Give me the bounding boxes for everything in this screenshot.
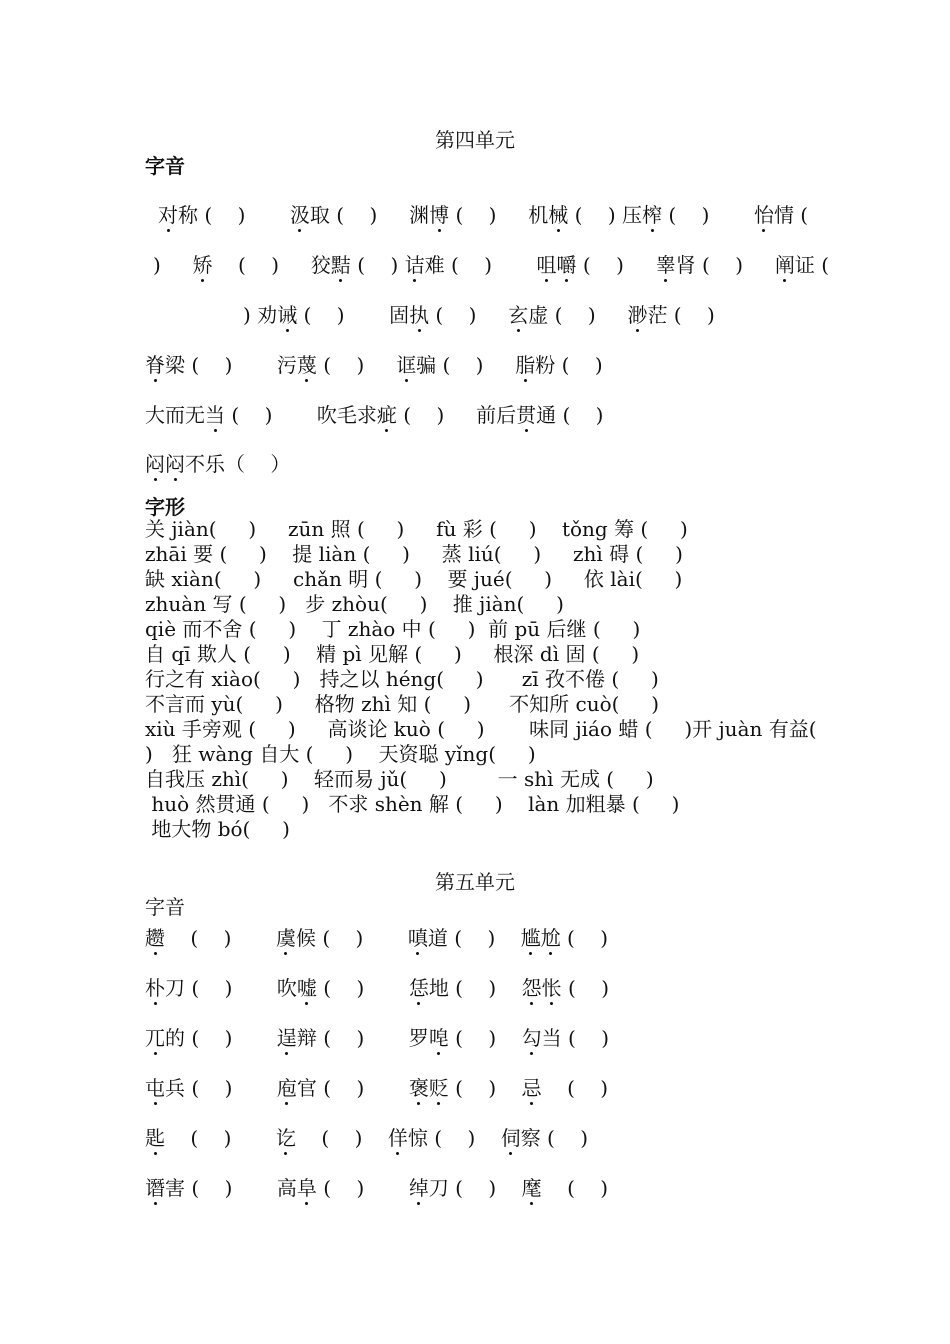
form-line: 地大物 bó( ) [145, 817, 290, 841]
dotted-char: 恁 [408, 976, 429, 1000]
dotted-char: 褒 [408, 1076, 429, 1100]
dotted-char: 贬 [428, 1076, 449, 1100]
dotted-char: 谮 [145, 1176, 165, 1200]
form-line: 不言而 yù( ) 格物 zhì 知 ( ) 不知所 cuò( ) [145, 692, 660, 716]
form-line: 行之有 xiào( ) 持之以 héng( ) zī 孜不倦 ( ) [145, 667, 659, 691]
form-line: 缺 xiàn( ) chǎn 明 ( ) 要 jué( ) 依 lài( ) [145, 567, 683, 591]
dotted-char: 执 [409, 303, 430, 327]
dotted-char: 汲 [289, 203, 310, 227]
pron-line: 趱 ( ) 虞候 ( ) 嗔道 ( ) 尴尬 ( ) [145, 926, 609, 950]
unit4-title: 第四单元 [435, 128, 515, 152]
form-line: qiè 而不舍 ( ) 丁 zhào 中 ( ) 前 pū 后继 ( ) [145, 617, 641, 641]
dotted-char: 屯 [145, 1076, 165, 1100]
dotted-char: 佯 [387, 1126, 408, 1150]
unit5-title: 第五单元 [435, 870, 515, 894]
pron-line: 脊梁 ( ) 污蔑 ( ) 诓骗 ( ) 脂粉 ( ) [145, 353, 603, 377]
dotted-char: 朴 [145, 976, 165, 1000]
dotted-char: 诫 [277, 303, 298, 327]
pron-line: 闷闷不乐（ ） [145, 452, 291, 476]
dotted-char: 尴 [520, 926, 541, 950]
dotted-char: 渺 [627, 303, 648, 327]
dotted-char: 兀 [145, 1026, 165, 1050]
dotted-char: 怡 [753, 203, 774, 227]
form-line: zhāi 要 ( ) 提 liàn ( ) 蒸 liú( ) zhì 碍 ( ) [145, 542, 683, 566]
form-line: xiù 手旁观 ( ) 高谈论 kuò ( ) 味同 jiáo 蜡 ( )开 juàn 有益( [145, 717, 817, 741]
dotted-char: 怨 [521, 976, 542, 1000]
dotted-char: 讫 [275, 1126, 296, 1150]
pron-line: 匙 ( ) 讫 ( ) 佯惊 ( ) 伺察 ( ) [145, 1126, 589, 1150]
pron-line: 屯兵 ( ) 庖官 ( ) 褒贬 ( ) 忌 ( ) [145, 1076, 609, 1100]
pron-line: 谮害 ( ) 高阜 ( ) 绰刀 ( ) 麾 ( ) [145, 1176, 609, 1200]
dotted-char: 唣 [428, 1026, 449, 1050]
dotted-char: 蔑 [296, 353, 317, 377]
dotted-char: 矫 [192, 253, 213, 277]
unit4-pron-heading: 字音 [145, 154, 185, 178]
dotted-char: 咀 [536, 253, 557, 277]
dotted-char: 脊 [145, 353, 165, 377]
unit4-form-heading: 字形 [145, 495, 185, 519]
pron-line: ) 矫 ( ) 狡黠 ( ) 诘难 ( ) 咀嚼 ( ) 睾肾 ( ) 阐证 ( [153, 253, 830, 277]
dotted-char: 绰 [408, 1176, 429, 1200]
pron-line: 对称 ( ) 汲取 ( ) 渊博 ( ) 机械 ( ) 压榨 ( ) 怡情 ( [158, 203, 809, 227]
dotted-char: 匙 [145, 1126, 165, 1150]
unit5-pron-heading: 字音 [145, 895, 185, 919]
dotted-char: 怅 [541, 976, 562, 1000]
form-line: zhuàn 写 ( ) 步 zhòu( ) 推 jiàn( ) [145, 592, 564, 616]
dotted-char: 闷 [145, 452, 165, 476]
dotted-char: 睾 [655, 253, 676, 277]
dotted-char: 脂 [515, 353, 536, 377]
dotted-char: 庖 [276, 1076, 297, 1100]
dotted-char: 贯 [516, 403, 537, 427]
form-line: 自 qī 欺人 ( ) 精 pì 见解 ( ) 根深 dì 固 ( ) [145, 642, 640, 666]
dotted-char: 尬 [540, 926, 561, 950]
pron-line: ) 劝诫 ( ) 固执 ( ) 玄虚 ( ) 渺茫 ( ) [243, 303, 715, 327]
dotted-char: 闷 [165, 452, 185, 476]
dotted-char: 阜 [296, 1176, 317, 1200]
dotted-char: 伺 [500, 1126, 521, 1150]
form-line: 自我压 zhì( ) 轻而易 jǔ( ) 一 shì 无成 ( ) [145, 767, 654, 791]
pron-line: 兀的 ( ) 逞辩 ( ) 罗唣 ( ) 勾当 ( ) [145, 1026, 610, 1050]
dotted-char: 阐 [774, 253, 795, 277]
dotted-char: 忌 [521, 1076, 542, 1100]
dotted-char: 逞 [276, 1026, 297, 1050]
dotted-char: 虞 [275, 926, 296, 950]
dotted-char: 对 [158, 203, 178, 227]
dotted-char: 嗔 [407, 926, 428, 950]
form-line: ) 狂 wàng 自大 ( ) 天资聪 yǐng( ) [145, 742, 536, 766]
dotted-char: 当 [205, 403, 225, 427]
dotted-char: 玄 [508, 303, 529, 327]
dotted-char: 麾 [521, 1176, 542, 1200]
dotted-char: 械 [548, 203, 569, 227]
dotted-char: 趱 [145, 926, 165, 950]
dotted-char: 疵 [376, 403, 397, 427]
dotted-char: 榨 [642, 203, 663, 227]
pron-line: 朴刀 ( ) 吹嘘 ( ) 恁地 ( ) 怨怅 ( ) [145, 976, 610, 1000]
dotted-char: 嘘 [296, 976, 317, 1000]
dotted-char: 勾 [521, 1026, 542, 1050]
dotted-char: 嚼 [556, 253, 577, 277]
dotted-char: 博 [429, 203, 450, 227]
dotted-char: 黠 [330, 253, 351, 277]
form-line: huò 然贯通 ( ) 不求 shèn 解 ( ) làn 加粗暴 ( ) [145, 792, 680, 816]
form-line: 关 jiàn( ) zūn 照 ( ) fù 彩 ( ) tǒng 筹 ( ) [145, 517, 688, 541]
dotted-char: 诘 [404, 253, 425, 277]
pron-line: 大而无当 ( ) 吹毛求疵 ( ) 前后贯通 ( ) [145, 403, 604, 427]
dotted-char: 诓 [396, 353, 417, 377]
